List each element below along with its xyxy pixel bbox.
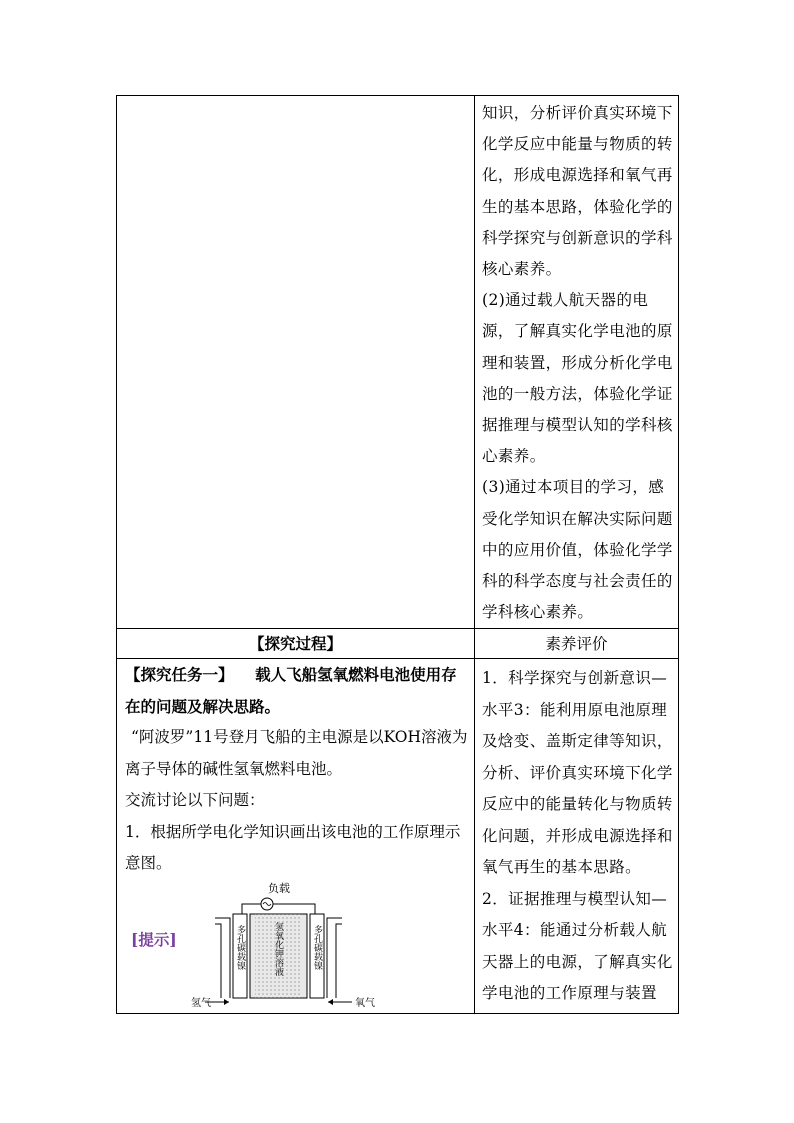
- electrolyte-label: 氢氧化钾溶液: [273, 921, 283, 976]
- load-label: 负载: [268, 881, 290, 895]
- table-row: [117, 96, 679, 629]
- content-table: [116, 95, 679, 1014]
- right-electrode-label: 多孔碳载镍: [312, 924, 322, 970]
- hydrogen-label: 氢气: [191, 997, 211, 1009]
- left-duct: [215, 918, 230, 998]
- empty-cell: [117, 96, 475, 629]
- left-duct-inner: [215, 924, 221, 998]
- objective-paragraph-2: (2)通过载人航天器的电源，了解真实化学电池的原理和装置，形成分析化学电池的一般方法，体验化学证据推理与模型认知的学科核心素养。: [482, 291, 673, 466]
- task-title-text: 载人飞船氢氧燃料电池使用存在的问题及解决思路。: [125, 665, 457, 716]
- left-electrode-label: 多孔碳载镍: [235, 924, 245, 970]
- process-header-label: 【探究过程】: [248, 633, 342, 653]
- process-cell: [117, 659, 475, 1014]
- evaluation-cell: [475, 659, 679, 1014]
- fuel-cell-diagram: [185, 880, 385, 1010]
- header-row: [117, 629, 679, 659]
- task-title-label: 【探究任务一】: [125, 665, 234, 685]
- evaluation-paragraph-1: 1．科学探究与创新意识—水平3：能利用原电池原理及焓变、盖斯定律等知识，分析、评价真实环境下化学反应中的能量转化与物质转化问题，并形成电源选择和氧气再生的基本思路。: [482, 669, 673, 877]
- objective-paragraph-3: (3)通过本项目的学习，感受化学知识在解决实际问题中的应用价值，体验化学学科的科学态度与社会责任的学科核心素养。: [482, 478, 673, 622]
- objectives-cell: [475, 96, 679, 629]
- task-intro: “阿波罗”11号登月飞船的主电源是以KOH溶液为离子导体的碱性氢氧燃料电池。: [125, 728, 468, 778]
- hint-label: [提示]: [131, 929, 177, 949]
- question-1: 1．根据所学电化学知识画出该电池的工作原理示意图。: [125, 822, 461, 873]
- right-duct: [327, 918, 342, 998]
- figure-area: [125, 880, 468, 1010]
- left-wire: [242, 904, 255, 914]
- right-duct-inner: [336, 924, 342, 998]
- discussion-prompt: 交流讨论以下问题：: [125, 791, 265, 810]
- evaluation-header-label: 素养评价: [545, 634, 608, 653]
- evaluation-header: [475, 629, 679, 659]
- evaluation-paragraph-2: 2．证据推理与模型认知—水平4：能通过分析载人航天器上的电源，了解真实化学电池的工作原理与装置: [482, 889, 673, 1003]
- table-row: [117, 659, 679, 1014]
- oxygen-label: 氧气: [355, 997, 375, 1009]
- objective-paragraph-1: 知识，分析评价真实环境下化学反应中能量与物质的转化，形成电源选择和氧气再生的基本思路，体验化学的科学探究与创新意识的学科核心素养。: [482, 104, 673, 279]
- oxygen-arrow-head: [328, 999, 333, 1005]
- process-header: [117, 629, 475, 659]
- hydrogen-arrow-head: [224, 999, 229, 1005]
- task-title: [125, 659, 468, 722]
- right-wire: [280, 904, 315, 914]
